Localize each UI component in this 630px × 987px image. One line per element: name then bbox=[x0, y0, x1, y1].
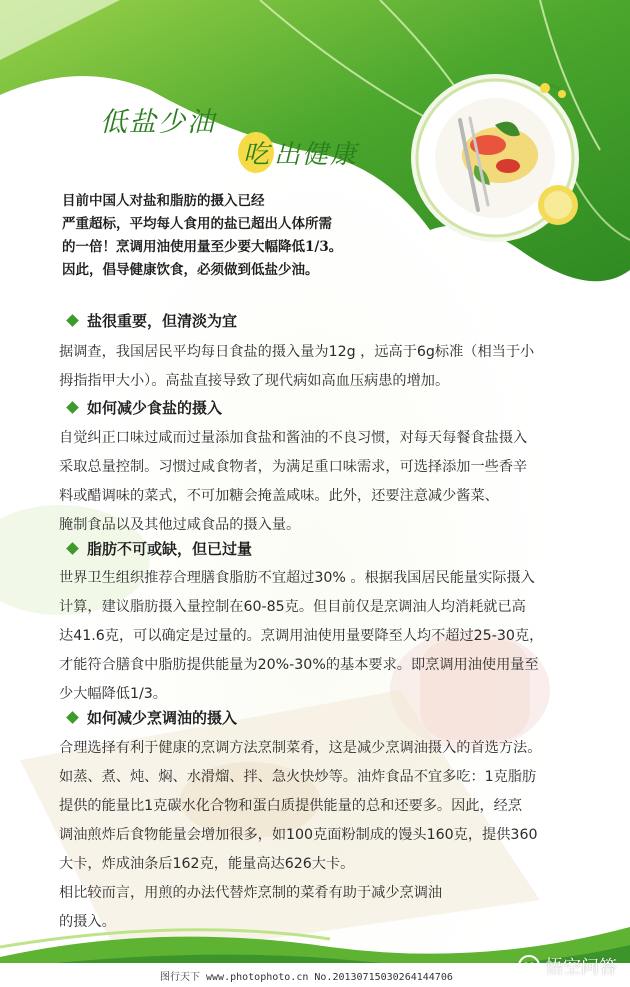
watermark-text: 图行天下 www.photophoto.cn No.20130715030264144706 bbox=[160, 972, 453, 983]
section-heading-text: 如何减少烹调油的摄入 bbox=[87, 709, 238, 727]
body-line: 合理选择有利于健康的烹调方法烹制菜肴，这是减少烹调油摄入的首选方法。 bbox=[59, 740, 542, 756]
section-heading-salt bbox=[68, 310, 237, 331]
wukong-logo-icon bbox=[518, 955, 540, 977]
diamond-bullet-icon bbox=[66, 401, 79, 414]
title-line-2 bbox=[238, 132, 359, 170]
section-heading-fat bbox=[68, 538, 252, 559]
section-heading-reduce-oil bbox=[68, 707, 237, 728]
intro-line: 目前中国人对盐和脂肪的摄入已经 bbox=[62, 193, 265, 209]
body-line: 的摄入。 bbox=[59, 914, 116, 930]
section-heading-reduce-salt bbox=[68, 397, 222, 418]
title-line-1: 低盐少油 bbox=[100, 107, 216, 138]
section-heading-text: 盐很重要，但清淡为宜 bbox=[87, 312, 238, 330]
body-line: 相比较而言，用煎的办法代替炸烹制的菜肴有助于减少烹调油 bbox=[59, 885, 443, 901]
section-body-reduce-oil bbox=[59, 734, 619, 937]
body-line: 大卡，炸成油条后162克，能量高达626大卡。 bbox=[59, 856, 355, 872]
body-line: 据调查，我国居民平均每日食盐的摄入量为12g ，远高于6g标准（相当于小 bbox=[59, 344, 535, 360]
section-body-fat bbox=[59, 564, 619, 709]
intro-line: 因此，倡导健康饮食，必须做到低盐少油。 bbox=[62, 262, 319, 278]
body-line: 提供的能量比1克碳水化合物和蛋白质提供能量的总和还要多。因此，经烹 bbox=[59, 798, 523, 814]
diamond-bullet-icon bbox=[66, 314, 79, 327]
body-line: 拇指指甲大小）。高盐直接导致了现代病如高血压病患的增加。 bbox=[59, 373, 450, 389]
intro-line: 的一倍！烹调用油使用量至少要大幅降低1/3。 bbox=[62, 239, 343, 255]
intro-paragraph bbox=[62, 190, 462, 282]
body-line: 计算，建议脂肪摄入量控制在60-85克。但目前仅是烹调油人均消耗就已高 bbox=[59, 599, 526, 615]
body-line: 腌制食品以及其他过咸食品的摄入量。 bbox=[59, 517, 301, 533]
body-line: 如蒸、煮、炖、焖、水滑熘、拌、急火快炒等。油炸食品不宜多吃：1克脂肪 bbox=[59, 769, 537, 785]
wukong-brand[interactable] bbox=[518, 953, 617, 979]
intro-line: 严重超标，平均每人食用的盐已超出人体所需 bbox=[62, 216, 332, 232]
title-line-2-rest: 出健康 bbox=[274, 140, 359, 170]
body-line: 才能符合膳食中脂肪提供能量为20%-30%的基本要求。即烹调用油使用量至 bbox=[59, 657, 539, 673]
section-heading-text: 脂肪不可或缺，但已过量 bbox=[87, 540, 253, 558]
section-heading-text: 如何减少食盐的摄入 bbox=[87, 399, 223, 417]
body-line: 达41.6克，可以确定是过量的。烹调用油使用量要降至人均不超过25-30克， bbox=[59, 628, 544, 644]
body-line: 世界卫生组织推荐合理膳食脂肪不宜超过30% 。根据我国居民能量实际摄入 bbox=[59, 570, 535, 586]
body-line: 料或醋调味的菜式，不可加糖会掩盖咸味。此外，还要注意减少酱菜、 bbox=[59, 488, 499, 504]
body-line: 少大幅降低1/3。 bbox=[59, 686, 167, 702]
body-line: 自觉纠正口味过咸而过量添加食盐和酱油的不良习惯，对每天每餐食盐摄入 bbox=[59, 430, 528, 446]
body-line: 调油煎炸后食物能量会增加很多，如100克面粉制成的馒头160克，提供360 bbox=[59, 827, 538, 843]
diamond-bullet-icon bbox=[66, 542, 79, 555]
body-line: 采取总量控制。习惯过咸食物者，为满足重口味需求，可选择添加一些香辛 bbox=[59, 459, 528, 475]
section-body-reduce-salt bbox=[59, 424, 619, 540]
section-body-salt bbox=[59, 338, 619, 396]
diamond-bullet-icon bbox=[66, 711, 79, 724]
brand-name: 悟空问答 bbox=[545, 957, 617, 978]
title-emphasis: 吃 bbox=[238, 132, 274, 173]
